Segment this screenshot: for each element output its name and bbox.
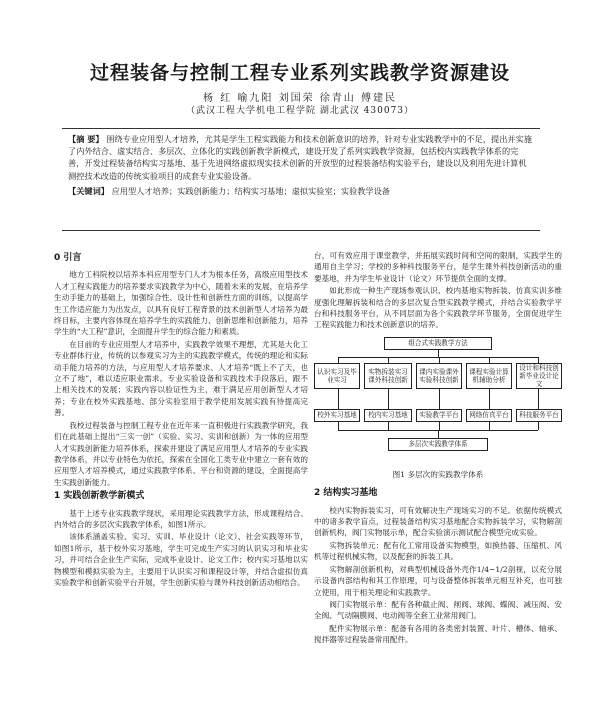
abstract	[68, 133, 534, 182]
figure-row2-box: 网络仿真平台	[466, 409, 512, 422]
figure-row1-box: 认识实习及毕业实习	[314, 363, 360, 389]
paragraph: 如此形成一种生产现场参观认识、校内基地实物拆装、仿真实训多维度强化理解拆装和结合的多层次复合型实践教学模式，并结合实验教学平台和科技服务平台，从不同层面为各个实践教学环节服务，全面促进学生工程实践能力和技术创新意识的培养。	[314, 286, 562, 330]
figure-practice-system	[314, 337, 562, 465]
paragraph: 校内实物拆装实习，可有效解决生产现场实习的不足。依据传统模式中的诸多教学盲点，过程装备结构实习基地配合实物拆装学习，实物解剖创新机构，阀门实物展示单，配合实验演示测试配合模型完成实验。	[314, 505, 562, 538]
figure-row2-box: 校内实习基地	[364, 409, 412, 422]
paragraph: 我校过程装备与控制工程专业在近年来一直积极进行实践教学研究，我们在此基础上提出“三实一创”（实验、实习、实训和创新）为一体的应用型人才实践创新能力培养体系，探索并建设了满足应用型人才培养的专业实践教学体系，并以专业特色为依托，探索在全国化工类专业中建立一套有效的应用型人才培养模式，通过实践教学体系、平台和资源的建设，全面提高学生实践创新能力。	[54, 420, 308, 487]
keywords-label: 【关键词】	[68, 185, 109, 196]
section-heading-base: 2 结构实习基地	[314, 488, 378, 499]
abstract-text: 围绕专业应用型人才培养，尤其是学生工程实践能力和技术创新意识的培养，针对专业实践教学中的不足，提出并实施了内外结合、虚实结合、多层次、立体化的实践创新教学新模式，建设开发了系列实践教学资源，包括校内实践教学体系的完善，开发过程装备结构实习基地、基于先进网络虚拟现实技术创新的开放型的过程装备结构实验平台，建设以及利用先进计算机测控技术改造的传统实验项目的成套专业实验设备。	[68, 134, 532, 181]
section-heading-model: 1 实践创新教学新模式	[54, 491, 145, 502]
paragraph: 基于上述专业实践教学现状，采用理论实践教学方法，形成课程结合、内外结合的多层次实践教学体系，如图1所示。	[54, 508, 308, 529]
figure-caption: 图1 多层次的实践教学体系	[392, 469, 484, 479]
paragraph: 实物拆装单元：配有化工常用设备实物模型，如换热器、压缩机、风机等过程机械实物，以及配套的拆装工具。	[314, 540, 562, 562]
keywords	[68, 185, 534, 197]
affiliation: （武汉工程大学机电工程学院 湖北武汉 430073）	[185, 106, 415, 116]
right-column	[314, 250, 562, 647]
paper-title: 过程装备与控制工程专业系列实践教学资源建设	[89, 62, 510, 84]
keywords-text: 应用型人才培养；实践创新能力；结构实习基地；虚拟实验室；实验教学设备	[111, 185, 390, 196]
figure-bottom-box: 多层次实践教学体系	[388, 438, 488, 451]
abstract-box	[62, 128, 540, 231]
figure-row2-box: 实验教学平台	[416, 409, 462, 422]
paragraph: 该体系涵盖实验、实习、实训、毕业设计（论文）、社会实践等环节，如图1所示，基于校外实习基地，学生可完成生产实习的认识实习和毕业实习，并可结合企业生产实际，完成毕业设计、论文工作；校内实习基地以实物模型和模拟实验为主，主要用于认识实习和课程设计等，并结合虚拟仿真实验教学和创新实验平台开展，学生创新实验与课外科技创新活动相结合。	[54, 532, 308, 587]
abstract-label: 【摘 要】	[68, 134, 104, 144]
paragraph: 在目前的专业应用型人才培养中，实践教学效果不理想，尤其是大化工专业群体行业，传统的以参观实习为主的实践教学模式，传统的理论和实际动手能力培养的方法，与应用型人才培养要求、人才培养“既上不了天，也立不了地”，难以适应职业需求。专业实验设备和实践技术手段落后，跟不上相关技术的发展；实践内容以验证性为主，难于满足应用创新型人才培养；专业在校外实践基地、部分实验室用于教学使用发展实践有待提高完善。	[54, 339, 308, 418]
authors: 杨 红 喻九阳 刘国荣 徐青山 傅建民	[203, 93, 397, 104]
left-column	[54, 250, 308, 589]
paragraph: 台，可有效应用于课堂教学，并拓展实践时间和空间的限制，实践学生的通用自主学习；学校的多种科技服务平台，是学生课外科技创新活动的重要基地，并为学生毕业设计（论文）环节提供全面的支撑。	[314, 251, 562, 283]
figure-row1-box: 课程实验计算机辅助分析	[466, 363, 512, 389]
figure-row2-box: 科技服务平台	[516, 409, 562, 422]
paragraph: 实物解剖创新机构，对典型机械设备外壳作1/4~1/2剖视，以充分展示设备内部结构和其工作原理，可与设备整体拆装单元相互补充，也可独立使用，用于相关理论和实践教学。	[314, 564, 562, 597]
figure-row1-box: 课内实验课外实验科技创新	[416, 363, 462, 389]
figure-row1-box: 实物拆装实习课外科技创新	[364, 363, 412, 389]
figure-row1-box: 设计和科技创新毕业设计论文	[516, 363, 562, 389]
paragraph: 配件实物展示单：配备有各用的各类密封装置、叶片、槽体、轴承、搅拌器等过程装备常用配件。	[314, 623, 562, 645]
section-heading-intro: 0 引言	[54, 253, 82, 263]
paragraph: 地方工科院校以培养本科应用型专门人才为根本任务，高级应用型技术人才工程实践能力的培养要求实践教学为中心，随着未来的发展，在培养学生动手能力的基础上，加强综合性、设计性和创新性方面的训练，以提高学生工作适应能力为出发点，以具有良好工程背景的技术创新型人才培养为最终目标，主要内容体现在培养学生的实践能力、创新思维和创新能力，培养学生的“大工程”意识，全面提升学生的综合能力和素质。	[54, 270, 308, 337]
figure-top-box: 组合式实践教学方法	[384, 337, 492, 350]
figure-row2-box: 校外实习基地	[314, 409, 360, 422]
paragraph: 阀门实物展示单：配有各种截止阀、闸阀、球阀、蝶阀、减压阀、安全阀、气动隔膜阀、电动阀等全套工业常用阀门。	[314, 599, 562, 621]
